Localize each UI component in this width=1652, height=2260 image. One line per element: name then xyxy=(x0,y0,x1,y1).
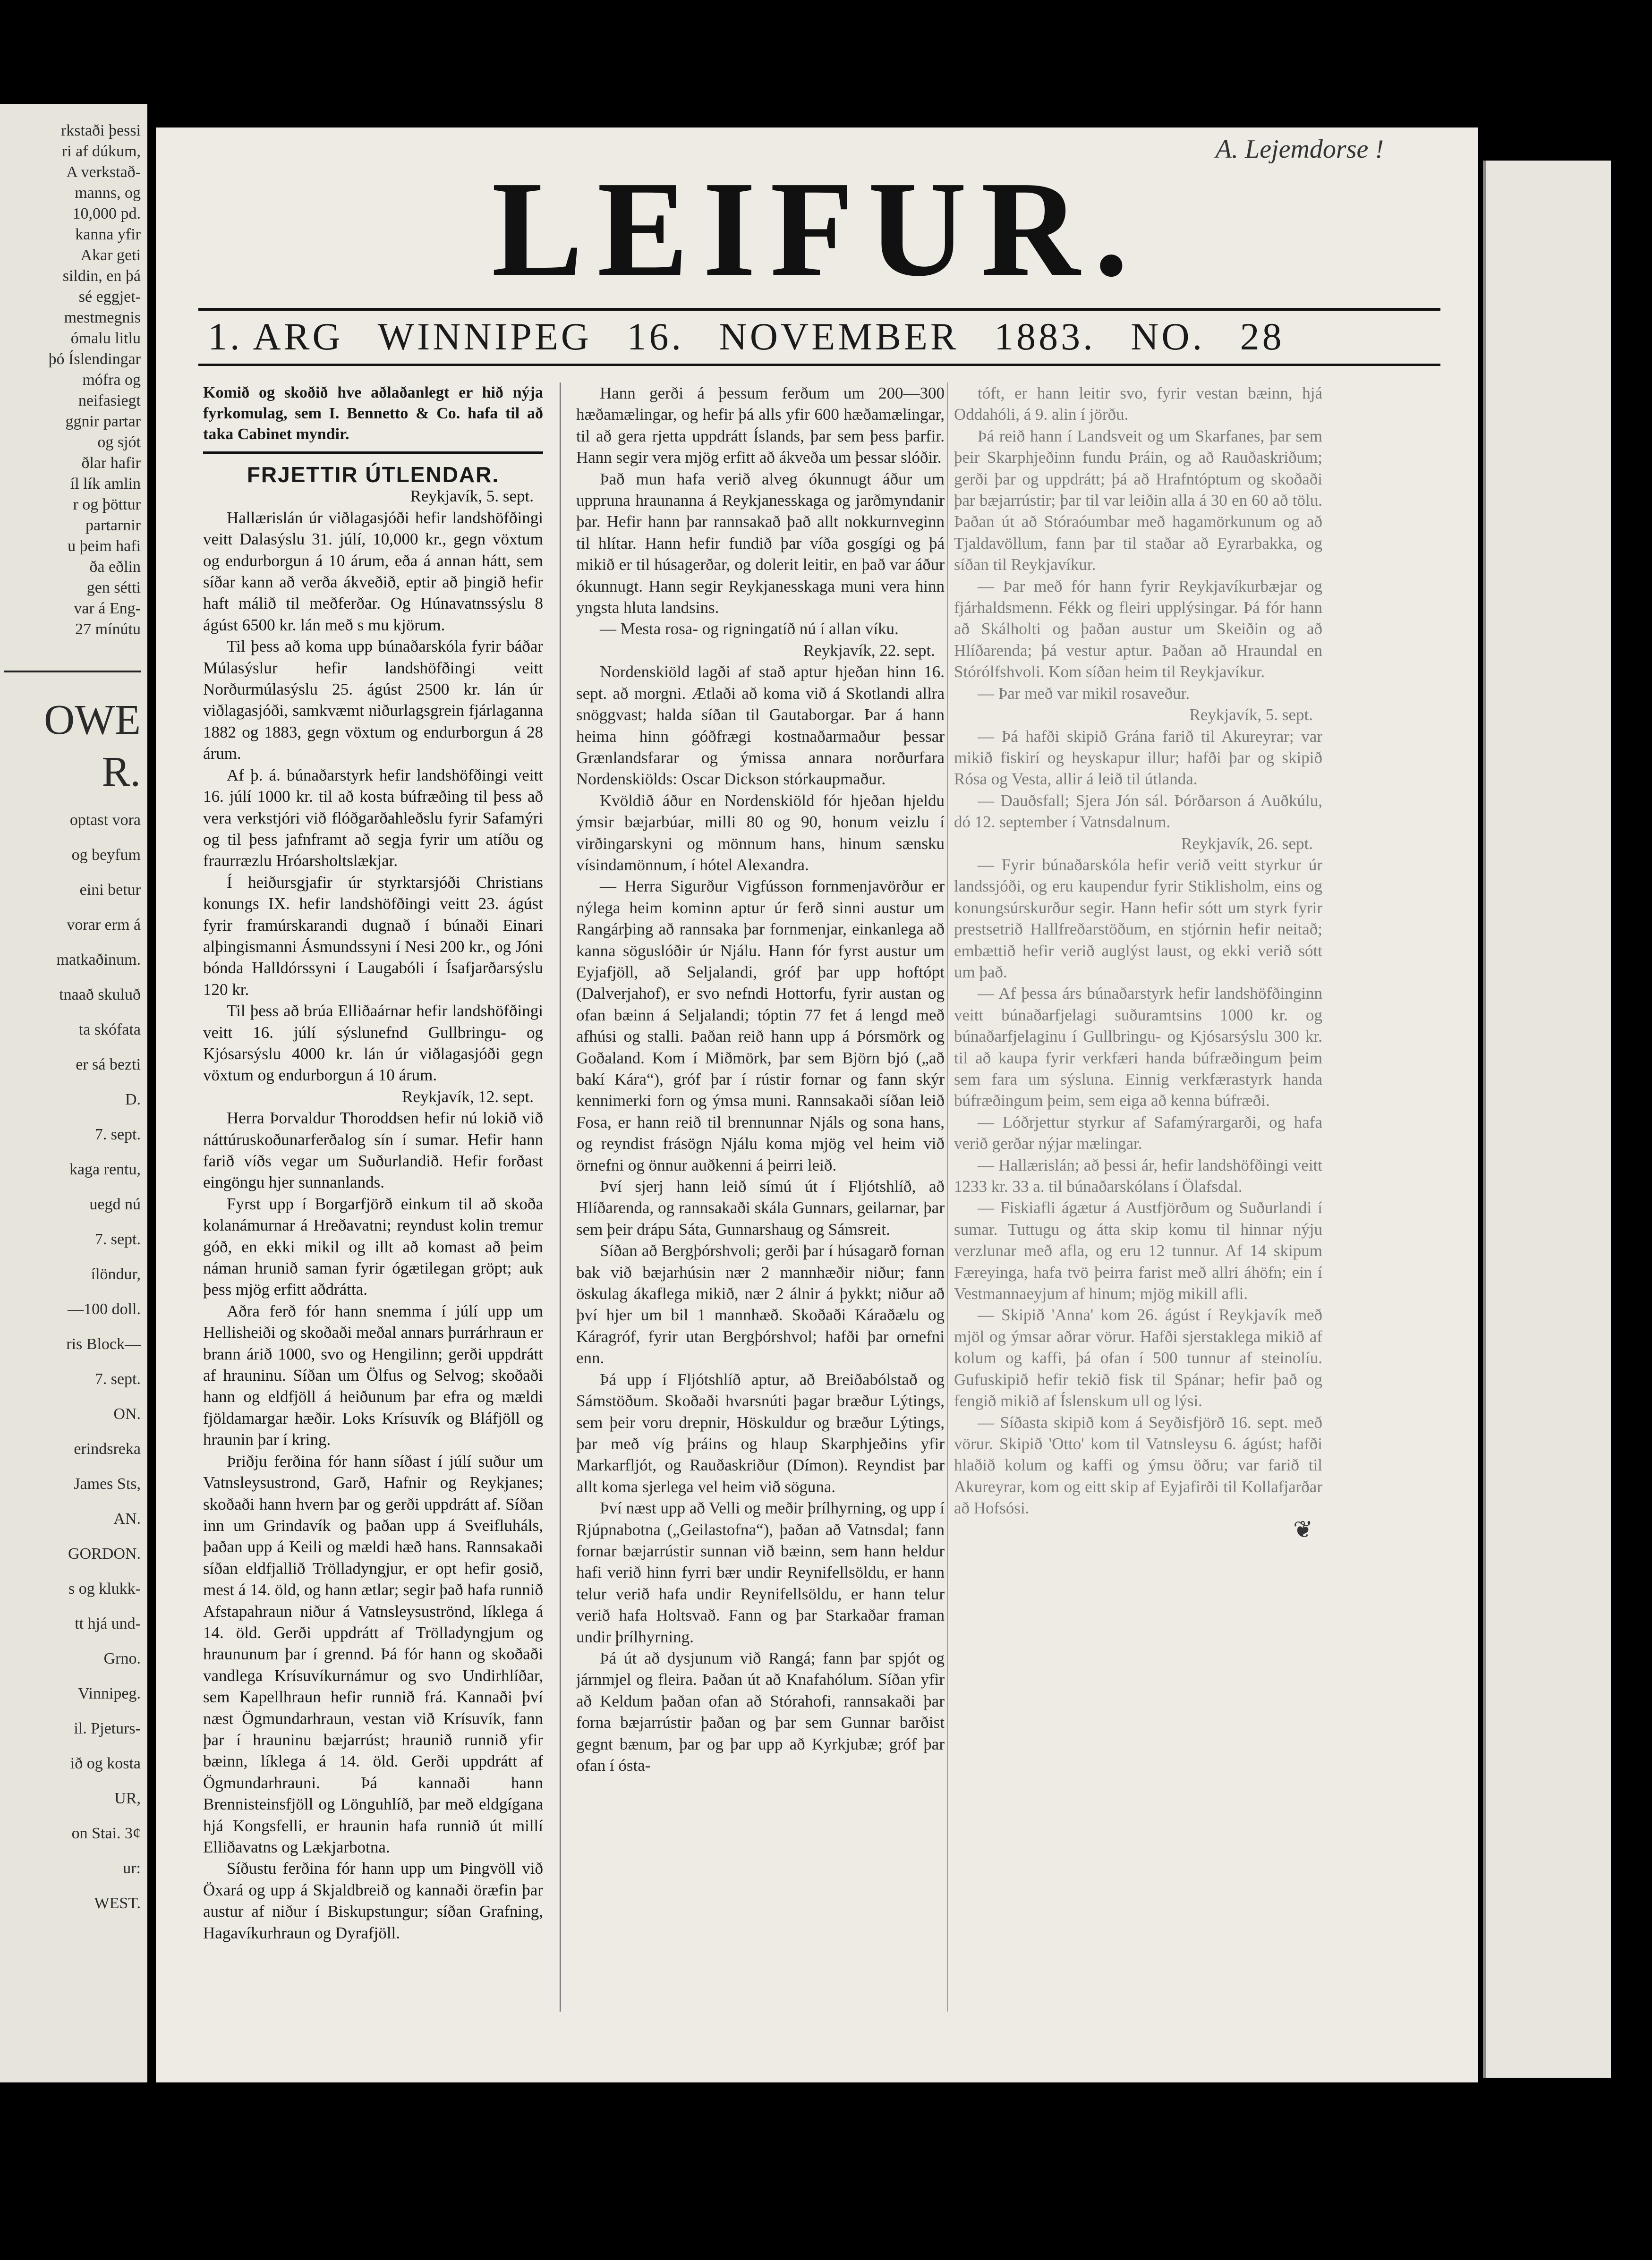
paragraph: — Herra Sigurður Vigfússon fornmenjavörður er nýlega heim kominn aptur úr ferð sinni austur um Rangárþing að rannsaka þar fornmenjar, einkanlega að kanna söguslóðir úr Njálu. Hann fór fyrst austur um Eyjafjöll, að Seljalandi, gróf þar upp hoftópt (Dalverjahof), er svo nefndi Hottorfu, fyrir austan og ofan bæinn á Seljalandi; tóptin 77 fet á lengd með afhúsi og stalli. Þaðan reið hann upp á Þórsmörk og Goðaland. Kom í Miðmörk, þar sem Björn bjó („að bakí Kára“), gróf þar í rústir fornar og fann skýr kennimerki forn og ýmsa muni. Rannsakaði síðan leið Fosa, er hann reið til brennunnar Njáls og sona hans, og reyndist frásögn Njálu koma mjög vel heim við örnefni og önnur auðkenni á þeirri leið. xyxy=(576,877,945,1174)
masthead-bottom-rule xyxy=(198,364,1440,366)
paragraph: — Síðasta skipið kom á Seyðisfjörð 16. sept. með vörur. Skipið 'Otto' kom til Vatnsleysu 6. ágúst; hafði hlaðið kolum og kaffi og ýmsu öðru; var farið til Akureyrar, kom og eitt skip af Eyjafirði til Kollafjarðar að Hofsósi. xyxy=(954,1413,1322,1518)
dateline-number: 28 xyxy=(1240,315,1285,358)
left-text-line: kaga rentu, xyxy=(69,1161,141,1178)
paragraph: — Dauðsfall; Sjera Jón sál. Þórðarson á Auðkúlu, dó 12. september í Vatnsdalnum. xyxy=(954,791,1322,832)
ornament-mark: ❦ xyxy=(1293,1516,1313,1543)
left-text-line: kanna yfir xyxy=(75,226,141,243)
article-body xyxy=(576,661,945,1776)
previous-page-fragment xyxy=(0,104,147,2082)
left-text-line: on Stai. 3¢ xyxy=(71,1825,141,1842)
newspaper-page xyxy=(156,127,1478,2082)
dateline-number-label: NO. xyxy=(1131,315,1205,358)
left-text-line: r og þöttur xyxy=(73,496,141,513)
left-text-line: er sá bezti xyxy=(76,1056,141,1073)
left-text-line: R. xyxy=(102,748,141,795)
left-text-line: eini betur xyxy=(79,881,141,899)
left-text-line: AN. xyxy=(113,1510,141,1528)
left-text-line: neifasiegt xyxy=(78,392,141,409)
article-body xyxy=(954,1197,1322,1519)
paragraph: — Lóðrjettur styrkur af Safamýrargarði, og hafa verið gerðar nýjar mælingar. xyxy=(954,1113,1322,1153)
place-date-heading: Reykjavík, 22. sept. xyxy=(803,641,935,660)
dateline xyxy=(208,317,1445,356)
paragraph: Því næst upp að Velli og meðir þrílhyrning, og upp í Rjúpnabotna („Geilastofna“), þaðan að Vatnsdal; fann fornar bæjarrústir sunnan við bæinn, sem hann heldur hafi verið hinn fyrri bær undir Reynifellsöldu, er hann telur verið hafa undir Reynifellsöldu, er hann telur verið hafa Holtsvað. Fann og þar Starkaðar framan undir þrílhyrning. xyxy=(576,1499,945,1646)
left-text-line: mófra og xyxy=(82,371,141,389)
left-text-line: 10,000 pd. xyxy=(72,205,141,222)
left-text-line: 7. sept. xyxy=(94,1126,141,1143)
column-3 xyxy=(954,382,1322,1543)
left-text-line: matkaðinum. xyxy=(56,951,141,969)
paragraph: — Fiskiafli ágætur á Austfjörðum og Suðurlandi í sumar. Tuttugu og átta skip komu til hinnar nýju verzlunar með afla, og eru 12 tunnur. Af 14 skipum Færeyinga, hafa tvö þeirra farist með allri áhöfn; ein í Vestmannaeyjum af hinum; mjög mikill afli. xyxy=(954,1198,1322,1303)
paragraph: Því sjerj hann leið símú út í Fljótshlíð, að Hlíðarenda, og rannsakaði skála Gunnars, geilarnar, þar sem þeir drápu Sáta, Gunnarshaug og Sámsreit. xyxy=(576,1177,945,1239)
column-divider xyxy=(947,382,948,2012)
left-text-line: og beyfum xyxy=(71,846,141,864)
left-text-line: og sjót xyxy=(97,433,141,451)
left-text-line: OWE xyxy=(44,697,141,743)
left-text-line: ggnir partar xyxy=(65,413,141,430)
left-text-line: Grno. xyxy=(103,1650,141,1667)
dateline-month: NOVEMBER xyxy=(719,315,959,358)
left-text-line: Akar geti xyxy=(80,246,141,264)
left-text-line: rkstaði þessi xyxy=(60,122,141,139)
article-body xyxy=(954,382,1322,704)
left-text-line: s og klukk- xyxy=(68,1580,141,1597)
left-text-line: ur: xyxy=(123,1860,141,1877)
paragraph: Af þ. á. búnaðarstyrk hefir landshöfðingi veitt 16. júlí 1000 kr. til að kosta búfræðing til þess að vera verkstjóri við flóðgarðahleðslu fyrir Safamýri og til þess jafnframt að segja fyrir um atíðu og fraurræzlu Hróarsholtslækjar. xyxy=(203,765,543,870)
place-date-heading: Reykjavík, 5. sept. xyxy=(410,487,534,506)
article-body xyxy=(203,507,543,1086)
left-text-line: UR, xyxy=(114,1790,141,1807)
paragraph: Þá út að dysjunum við Rangá; fann þar spjót og járnmjel og fleira. Þaðan út að Knafahólum. Síðan yfir að Keldum þaðan ofan að Stórahofi, rannsakaði þar forna bæjarrústir þaðan og þar sem Gunnar barðist gegnt bænum, þar og þar upp að Kyrkjubæ; gróf þar ofan í ósta- xyxy=(576,1648,945,1775)
left-rule xyxy=(4,671,141,672)
left-text-line: ON. xyxy=(113,1405,141,1423)
left-text-line: vorar erm á xyxy=(67,916,141,934)
left-text-line: ílöndur, xyxy=(91,1266,141,1283)
masthead-title: LEIFUR. xyxy=(491,153,1143,305)
left-text-line: 27 mínútu xyxy=(75,620,141,638)
dateline-city: WINNIPEG xyxy=(377,315,592,358)
article-body xyxy=(954,854,1322,1198)
left-text-line: ta skófata xyxy=(78,1021,141,1038)
paragraph: Kvöldið áður en Nordenskiöld fór hjeðan hjeldu ýmsir bæjarbúar, milli 80 og 90, honum veizlu í virðingarskyni og mönnum hans, hinum sænsku vísindamönnum, í hótel Alexandra. xyxy=(576,791,945,874)
paragraph: Til þess að koma upp búnaðarskóla fyrir báðar Múlasýslur hefir landshöfðingi veitt Norðurmúlasýslu 25. ágúst 2500 kr. lán úr viðlagasjóði, samkvæmt niðurlagsgrein fjárlaganna 1882 og 1883, gegn vöxtum og endurborgun á 28 árum. xyxy=(203,637,543,763)
left-text-line: ris Block— xyxy=(66,1335,141,1353)
paragraph: Fyrst upp í Borgarfjörð einkum til að skoða kolanámurnar á Hreðavatni; reyndust kolin tremur góð, en ekki mikil og illt að komast að þeim náman hrunið saman fyrir ógætilegan gröpt; auk þess mjög erfitt aðdrátta. xyxy=(203,1194,543,1299)
masthead-top-rule xyxy=(198,308,1440,311)
next-page-edge xyxy=(1483,161,1611,2078)
paragraph: Hann gerði á þessum ferðum um 200—300 hæðamælingar, og hefir þá alls yfir 600 hæðamælingar, til að gera rjetta uppdrátt Íslands, þar sem þess þarfir. Hann segir vera mjög erfitt að ákveða um þessar slóðir. xyxy=(576,384,945,467)
article-body xyxy=(576,382,945,640)
left-text-line: var á Eng- xyxy=(74,600,141,617)
paragraph: Í heiðursgjafir úr styrktarsjóði Christians konungs IX. hefir landshöfðingi veitt 23. ágúst fyrir framúrskarandi dugnað í búnaði Einari alþingismanni Ásmundssyni í Nesi 200 kr., og Jóni bónda Halldórssyni í Laugabóli í Ísafjarðarsýslu 120 kr. xyxy=(203,873,543,999)
column-2 xyxy=(576,382,945,1776)
paragraph: Til þess að brúa Elliðaárnar hefir landshöfðingi veitt 16. júlí sýslunefnd Gullbringu- og Kjósarsýslu 4000 kr. lán úr viðlagasjóði gegn vöxtum og endurborgun á 10 árum. xyxy=(203,1002,543,1085)
place-date-heading: Reykjavík, 5. sept. xyxy=(1189,705,1313,724)
left-text-line: 7. sept. xyxy=(94,1231,141,1248)
paragraph: Hallærislán úr viðlagasjóði hefir landshöfðingi veitt Dalasýslu 31. júlí, 10,000 kr., gegn vöxtum og endurborgun á 10 árum, eða á annan hátt, sem síðar kann að verða ákveðið, eptir að þingið hefir haft málið til meðferðar. Og Húnavatnssýslu 8 ágúst 6500 kr. lán með s mu kjörum. xyxy=(203,508,543,634)
left-text-line: manns, og xyxy=(75,184,141,202)
paragraph: — Þá hafði skipið Grána farið til Akureyrar; var mikið fiskirí og heyskapur illur; hafði þar og skipið Rósa og Vesta, allir á leið til útlanda. xyxy=(954,727,1322,789)
left-text-line: mestmegnis xyxy=(64,309,141,326)
place-date-heading: Reykjavík, 26. sept. xyxy=(1181,834,1313,853)
left-text-line: optast vora xyxy=(69,811,141,829)
article-body xyxy=(954,726,1322,833)
left-text-line: il. Pjeturs- xyxy=(74,1720,141,1737)
left-text-line: partarnir xyxy=(85,517,141,534)
left-text-line: erindsreka xyxy=(74,1440,141,1458)
section-title-foreign-news: FRJETTIR ÚTLENDAR. xyxy=(247,462,500,487)
left-text-line: Vinnipeg. xyxy=(78,1685,141,1702)
left-text-line: ri af dúkum, xyxy=(61,143,141,160)
left-text-line: —100 doll. xyxy=(68,1300,141,1318)
paragraph: Aðra ferð fór hann snemma í júlí upp um Hellisheiði og skoðaði meðal annars þurrárhraun er brann árið 1000, svo og Hengilinn; gerði uppdrátt af hrauninu. Síðan um Ölfus og Selvog; skoðaði hann og eldfjöll á heiðunum þar efra og mældi fjöldamargar hæðir. Loks Krísuvík og Bláfjöll og hraunin þar í kring. xyxy=(203,1301,543,1449)
left-text-line: D. xyxy=(125,1091,141,1108)
paragraph: — Þar með var mikil rosaveður. xyxy=(978,684,1190,703)
handwritten-annotation: A. Lejemdorse ! xyxy=(1215,135,1384,164)
left-text-line: tt hjá und- xyxy=(75,1615,141,1632)
paragraph: Nordenskiöld lagði af stað aptur hjeðan hinn 16. sept. að morgni. Ætlaði að koma við á Skotlandi allra snöggvast; halda síðan til Gautaborgar. Þar á hann heima hinn góðfrægi kostnaðarmaður þessar Grænlandsfarar og ýmissa annara norðurfara Nordenskiölds: Oscar Dickson stórkaupmaður. xyxy=(576,663,945,789)
left-text-line: sildin, en þá xyxy=(62,267,141,285)
left-text-line: gen sétti xyxy=(86,579,141,596)
place-date-heading: Reykjavík, 12. sept. xyxy=(402,1087,534,1106)
paragraph: — Skipið 'Anna' kom 26. ágúst í Reykjavík með mjöl og ýmsar aðrar vörur. Hafði sjerstaklega mikið af kolum og kaffi, þá ofan í 500 tunnur af steinolíu. Gufuskipið hefir tekið fisk til Spánar; hefir það og fengið mikið af Íslenskum ull og lýsi. xyxy=(954,1306,1322,1410)
dateline-volume: 1. ARG xyxy=(208,315,343,358)
left-text-line: WEST. xyxy=(94,1895,141,1912)
paragraph: Síðan að Bergþórshvoli; gerði þar í húsagarð fornan bak við bæjarhúsin nær 2 mannhæðir niður; fann öskulag ákaflega mikið, nær 2 álnir á þykkt; niður að því hjer um bil 1 mannhæð. Skoðaði Káraðælu og Káragróf, fyrir utan Bergþórshvol; hafði þar ornefni enn. xyxy=(576,1241,945,1368)
paragraph: Herra Þorvaldur Thoroddsen hefir nú lokið við náttúruskoðunarferðalog sín í sumar. Hefir hann farið víðs vegar um Suðurlandið. Hefir forðast eingöngu hjer sunnanlands. xyxy=(203,1109,543,1192)
paragraph: — Af þessa árs búnaðarstyrk hefir landshöfðinginn veitt búnaðarfjelagi suðuramtsins 1000 kr. og búnaðarfjelaginu í Gullbringu- og Kjósarsýslu 300 kr. til að kaupa fyrir verkfæri handa búfræðingum þeim sem fara um sýsluna. Einnig verkfærastyrk handa búfræðingum þeim, sem eiga að kenna búfræði. xyxy=(954,984,1322,1110)
paragraph: — Fyrir búnaðarskóla hefir verið veitt styrkur úr landssjóði, og eru kaupendur fyrir Stiklisholm, eins og konungsúrskurður segir. Hann hefir sótt um styrk fyrir prestsetrið Hallfreðarstöðum, en stjórnin hefir neitað; embættið hefir verið auglýst laust, og ekki verið sótt um það. xyxy=(954,855,1322,981)
paragraph: Síðustu ferðina fór hann upp um Þingvöll við Öxará og upp á Skjaldbreið og kannaði öræfin þar austur af niður í Biskupstungur; síðan Grafning, Hagavíkurhraun og Dyrafjöll. xyxy=(203,1859,543,1942)
left-text-line: íl lík amlin xyxy=(70,475,141,493)
paragraph: — Þar með fór hann fyrir Reykjavíkurbæjar og fjárhaldsmenn. Fékk og fleiri upplýsingar. Þá fór hann að Skálholti og þaðan austur um Skeiðin og að Hlíðarenda; þá vestur aptur. Þaðan að Hraundal en Stórólfshvoli. Kom síðan heim til Reykjavíkur. xyxy=(954,577,1322,681)
left-text-line: GORDON. xyxy=(68,1545,141,1563)
section-rule xyxy=(203,451,543,454)
left-text-line: þó Íslendingar xyxy=(48,350,141,368)
left-text-line: ðlar hafir xyxy=(81,454,141,472)
photo-studio-notice: Komið og skoðið hve aðlaðanlegt er hið nýja fyrkomulag, sem I. Bennetto & Co. hafa til að taka Cabinet myndir. xyxy=(203,384,543,443)
paragraph: Það mun hafa verið alveg ókunnugt áður um uppruna hraunanna á Reykjanesskaga og jarðmyndanir þar. Hefir hann þar rannsakað það allt nokkurnveginn til hlítar. Hann hefir fundið þar víða gosgígi og þá mikið er til húsagerðar, og dolerit leitir, en það var áður ókunnugt. Hann segir Reykjanesskaga muni vera hinn yngsta hluta landsins. xyxy=(576,469,945,617)
left-text-line: tnaað skuluð xyxy=(59,986,141,1003)
paragraph: tóft, er hann leitir svo, fyrir vestan bæinn, hjá Oddahóli, á 9. alin í jörðu. xyxy=(954,384,1322,424)
left-text-line: ómalu litlu xyxy=(70,330,141,347)
paragraph: — Hallærislán; að þessi ár, hefir landshöfðingi veitt 1233 kr. 33 a. til búnaðarskólans í Ölafsdal. xyxy=(954,1155,1322,1196)
left-text-line: A verkstað- xyxy=(66,163,141,181)
dateline-day: 16. xyxy=(627,315,684,358)
left-text-line: u þeim hafi xyxy=(68,537,141,555)
article-body xyxy=(203,1107,543,1944)
column-divider xyxy=(560,382,561,2012)
paragraph: Þá upp í Fljótshlíð aptur, að Breiðabólstað og Sámstöðum. Skoðaði hvarsnúti þagar bræður Lýtings, sem þeir voru drepnir, Höskuldur og bræður Lýtings, þar með víg þráins og hlaup Skarphjeðins yfir Markarfljót, og Rauðaskriður (Dímon). Reyndist þar allt koma sjerlega vel heim við söguna. xyxy=(576,1370,945,1496)
column-1 xyxy=(203,382,543,1944)
dateline-year: 1883. xyxy=(994,315,1096,358)
left-text-line: uegd nú xyxy=(89,1196,141,1213)
paragraph: Þá reið hann í Landsveit og um Skarfanes, þar sem þeir Skarphjeðinn fundu Þráin, og að Rauðaskriðum; gerði þar og uppdrátt; þá að Hrafntóptum og skoðaði þar bæjarrústir; þar til var leiðin alla á 30 en 60 að tölu. Þaðan út að Stóraóumbar með hagamörkunum og að Tjaldavöllum, fann þar til staðar að Eyrarbakka, og síðan til Reykjavíkur. xyxy=(954,426,1322,574)
paragraph: Þriðju ferðina fór hann síðast í júlí suður um Vatnsleysustrond, Garð, Hafnir og Reykjanes; skoðaði hann hvern þar og gerði uppdrátt af. Síðan inn um Grindavík og þaðan upp á Sveifluháls, þaðan upp á Keili og mældi hæð hans. Rannsakaði síðan eldfjallið Trölladyngjur, er opt hefir gosið, mest á 14. öld, og hann ætlar; segir það hafa runnið Afstapahraun niður á Vatnsleysuströnd, líklega á 14. öld. Gerði uppdrátt af Trölladyngjum og hraununum þar í grennd. Þá fór hann og skoðaði vandlega Krísuvíkurnámur og svo Undirhlíðar, sem Kapellhraun hefir runnið frá. Kannaði því næst Ögmundarhraun, vestan við Krísuvík, fann þar í hrauninu bæjarrúst; hraunið runnið yfir bæinn, líklega á 14. öld. Gerði uppdrátt af Ögmundarhrauni. Þá kannaði hann Brennisteinsfjöll og Lönguhlíð, þar með eldgígana hjá Kongsfelli, er hraunin hafa runnið út millí Elliðavatns og Lækjarbotna. xyxy=(203,1452,543,1856)
left-text-line: 7. sept. xyxy=(94,1370,141,1388)
left-text-line: James Sts, xyxy=(74,1475,141,1493)
paragraph: — Mesta rosa- og rigningatíð nú í allan víku. xyxy=(600,620,899,638)
left-text-line: ða eðlin xyxy=(89,558,141,576)
left-text-line: sé eggjet- xyxy=(78,288,141,306)
left-text-line: ið og kosta xyxy=(70,1755,141,1772)
